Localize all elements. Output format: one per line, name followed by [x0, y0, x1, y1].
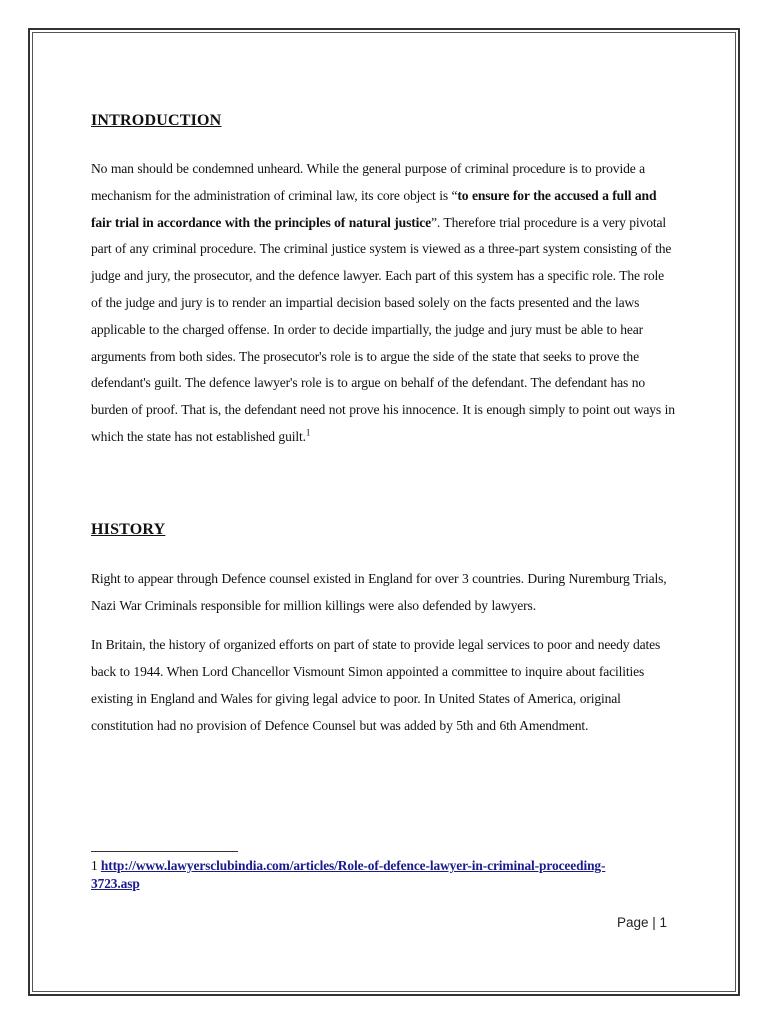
- intro-text-end: ”. Therefore trial procedure is a very pivotal part of any criminal procedure. The criminal justice system is viewed as a three-part system consisting of the judge and jury, the prosecutor, and the defence lawyer. Each part of this system has a specific role. The role of the judge and jury is to render an impartial decision based solely on the facts presented and the laws applicable to the charged offense. In order to decide impartially, the judge and jury must be able to hear arguments from both sides. The prosecutor's role is to argue the side of the state that seeks to prove the defendant's guilt. The defence lawyer's role is to argue on behalf of the defendant. The defendant has no burden of proof. That is, the defendant need not prove his innocence. It is enough simply to point out ways in which the state has not established guilt.: [91, 214, 675, 444]
- intro-bold-quote: to ensure for the accused a full and fair trial in accordance with the principles of natural justice: [91, 187, 657, 230]
- introduction-paragraph: [91, 156, 676, 451]
- page-number: Page | 1: [617, 915, 668, 930]
- introduction-heading: INTRODUCTION: [91, 112, 222, 129]
- footnote-link[interactable]: http://www.lawyersclubindia.com/articles/Role-of-defence-lawyer-in-criminal-proceeding-3723.asp: [91, 858, 606, 891]
- footnote-separator: [91, 851, 238, 852]
- footnote: [91, 857, 651, 893]
- intro-text-start: No man should be condemned unheard. While the general purpose of criminal procedure is to provide a mechanism for the administration of criminal law, its core object is “: [91, 161, 646, 203]
- footnote-number: 1: [91, 858, 98, 873]
- history-paragraph-1: Right to appear through Defence counsel existed in England for over 3 countries. During Nuremburg Trials, Nazi War Criminals responsible for million killings were also defended by lawyers.: [91, 570, 667, 613]
- history-heading: HISTORY: [91, 520, 166, 538]
- document-body: [91, 108, 676, 740]
- history-paragraph-2: In Britain, the history of organized efforts on part of state to provide legal services to poor and needy dates back to 1944. When Lord Chancellor Vismount Simon appointed a committee to inquire about facilities existing in England and Wales for giving legal advice to poor. In United States of America, original constitution had no provision of Defence Counsel but was added by 5th and 6th Amendment.: [91, 637, 661, 733]
- footnote-reference[interactable]: 1: [305, 427, 311, 438]
